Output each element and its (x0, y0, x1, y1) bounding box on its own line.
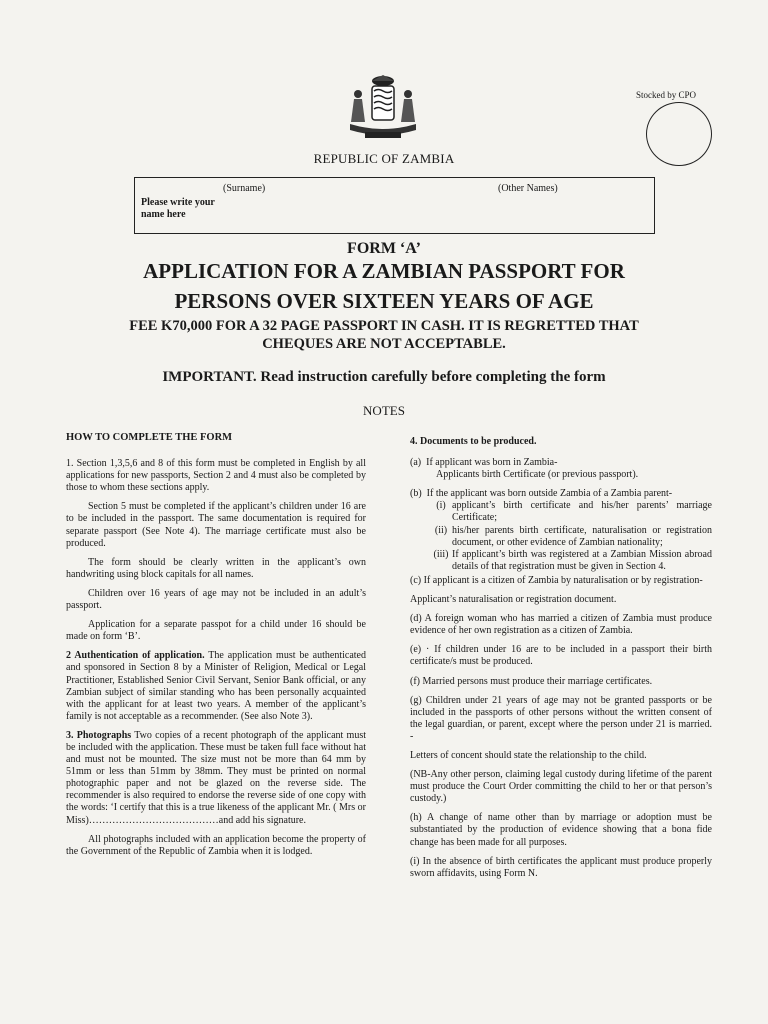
documents-heading: 4. Documents to be produced. (410, 436, 537, 447)
stocked-by-note: Stocked by CPO (636, 90, 697, 100)
please-write-label: Please write your name here (141, 197, 215, 220)
item-i-affidavits: (i) In the absence of birth certificates the applicant must produce properly sworn affidavits, using Form N. (410, 855, 712, 879)
item-d: (d) A foreign woman who has married a citizen of Zambia must produce evidence of her own registration as a citizen of Zambia. (410, 613, 712, 637)
photographs-text: Two copies of a recent photograph of the applicant must be included with the application. These must be taken full face without hat and must not be mounted. The size must not be more than 64 mm by 51mm or less than 51mm by 38mm. They must be printed on normal photographic paper and not be glazed on the reverse side. The recommender is also required to endorse the reverse side of one copy with the words: ‘I certify that this is a true likeness of the applicant Mr. ( Mrs or Miss)…………………………………and add his signature. (66, 729, 367, 826)
note-form-b: Application for a separate passpot for a child under 16 should be made on form ‘B’. (66, 619, 366, 643)
item-b-iii (410, 549, 712, 573)
note-photo-property: All photographs included with an application become the property of the Government of the Republic of Zambia when it is lodged. (66, 833, 366, 857)
item-h: (h) A change of name other than by marriage or adoption must be substantiated by the production of evidence showing that a bona fide change has been made for all purposes. (410, 812, 712, 848)
item-b-i-key: (i) (436, 500, 446, 512)
title-line-2: PERSONS OVER SIXTEEN YEARS OF AGE (174, 289, 594, 313)
authentication-heading: 2 Authentication of application. (66, 650, 205, 662)
item-b-i (410, 500, 712, 524)
surname-label: (Surname) (223, 183, 266, 194)
item-b-iii-text: If applicant’s birth was registered at a Zambian Mission abroad details of that registration must be given in Section 4. (452, 548, 712, 572)
note-children-over-16: Children over 16 years of age may not be included in an adult’s passport. (66, 587, 366, 612)
how-to-heading: HOW TO COMPLETE THE FORM (66, 432, 233, 443)
item-a (410, 457, 712, 469)
form-label: FORM ‘A’ (347, 240, 421, 257)
right-notes-column (410, 436, 712, 887)
note-handwriting: The form should be clearly written in the applicant’s own handwriting using block capitals for all names. (66, 556, 366, 580)
name-entry-box[interactable] (134, 177, 655, 234)
letters-of-consent: Letters of concent should state the relationship to the child. (410, 749, 647, 761)
authentication-text: The application must be authenticated and sponsored in Section 8 by a Minister of Religion, Medical or Legal Practitioner, Established Senior Civil Servant, Senior Bank official, or any Zambian subject of similar standing who has been personally acquainted with the applicant for at least two years. A member of the applicant’s family is not acceptable as a recommender. (See also Note 3). (66, 650, 366, 722)
title-line-1: APPLICATION FOR A ZAMBIAN PASSPORT FOR (143, 259, 625, 283)
item-b-ii-key: (ii) (434, 524, 448, 536)
coat-of-arms-icon (345, 72, 421, 148)
left-notes-column (66, 432, 366, 865)
fee-line-1: FEE K70,000 FOR A 32 PAGE PASSPORT IN CASH. IT IS REGRETTED THAT (129, 318, 639, 334)
note-3-photographs (66, 730, 366, 827)
item-b-i-text: applicant’s birth certificate and his/her parents’ marriage Certificate; (452, 500, 712, 524)
other-names-label: (Other Names) (498, 183, 558, 194)
item-f: (f) Married persons must produce their marriage certificates. (410, 675, 653, 687)
item-g: (g) Children under 21 years of age may not be granted passports or be included in the passports of other persons without the written consent of the legal guardian, or parent, except where the person under 21 is married. - (410, 694, 712, 742)
item-e: (e) · If children under 16 are to be included in a passport their birth certificate/s must be produced. (410, 644, 712, 668)
item-b-text: If the applicant was born outside Zambia of a Zambia parent- (426, 488, 673, 500)
photographs-heading: 3. Photographs (66, 729, 132, 741)
item-c: (c) If applicant is a citizen of Zambia by naturalisation or by registration- (410, 574, 703, 586)
item-a-text: If applicant was born in Zambia- (426, 457, 558, 469)
note-1-sections: 1. Section 1,3,5,6 and 8 of this form must be completed in English by all applications for new passports, Section 2 and 4 must also be completed by those to whom these sections apply. (66, 458, 366, 494)
item-a-detail: Applicants birth Certificate (or previous passport). (436, 469, 639, 481)
fee-line-2: CHEQUES ARE NOT ACCEPTABLE. (262, 336, 506, 352)
item-c-detail: Applicant’s naturalisation or registration document. (410, 594, 617, 606)
note-2-authentication (66, 650, 366, 723)
item-b-ii (410, 525, 712, 549)
item-b-iii-key: (iii) (433, 548, 449, 560)
notes-heading: NOTES (363, 403, 405, 418)
item-b-key: (b) (410, 488, 422, 500)
nb-custody-note: (NB-Any other person, claiming legal custody during lifetime of the parent must produce the Court Order committing the child to her or that person’s custody.) (410, 769, 712, 805)
item-b-ii-text: his/her parents birth certificate, naturalisation or registration document, or other evidence of Zambian nationality; (452, 524, 712, 548)
note-section-5: Section 5 must be completed if the applicant’s children under 16 are to be included in the passport. The same documentation is required for separate passport (See Note 4). The marriage certificate must also be produced. (66, 501, 366, 549)
important-instruction: IMPORTANT. Read instruction carefully before completing the form (162, 369, 606, 385)
item-a-key: (a) (410, 457, 422, 469)
republic-heading: REPUBLIC OF ZAMBIA (313, 151, 455, 166)
item-b (410, 488, 712, 500)
